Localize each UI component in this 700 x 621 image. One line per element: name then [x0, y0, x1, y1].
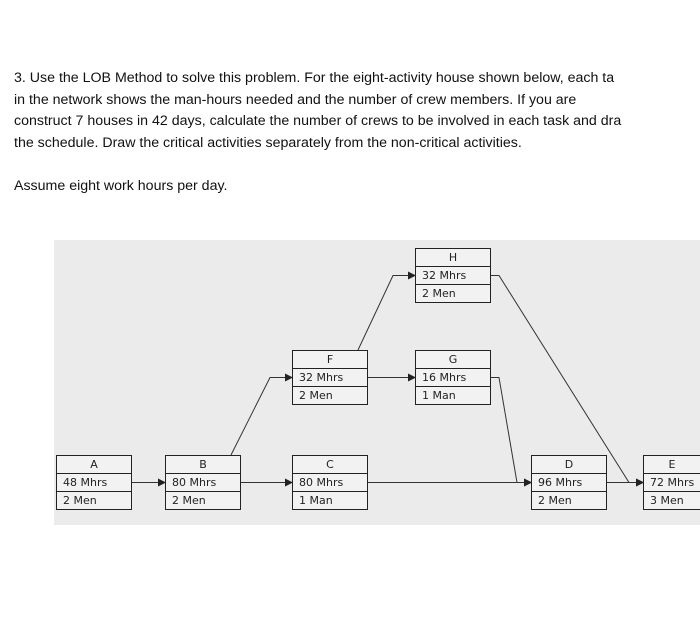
link-h-e	[491, 276, 643, 483]
activity-node-b	[165, 455, 241, 510]
activity-id: G	[448, 353, 458, 366]
activity-hours: 80 Mhrs	[166, 473, 240, 491]
activity-id: D	[564, 458, 574, 471]
link-b-f	[231, 378, 292, 456]
activity-node-d	[531, 455, 607, 510]
activity-id: B	[199, 458, 207, 471]
activity-id: F	[326, 353, 334, 366]
link-f-h	[358, 276, 415, 351]
problem-line-1: 3. Use the LOB Method to solve this problem. For the eight-activity house shown below, each ta	[14, 70, 615, 86]
activity-id: H	[448, 251, 458, 264]
activity-crew: 2 Men	[416, 284, 490, 302]
activity-id: A	[90, 458, 98, 471]
activity-hours: 48 Mhrs	[57, 473, 131, 491]
problem-line-3: construct 7 houses in 42 days, calculate the number of crews to be involved in each task and dra	[14, 113, 622, 129]
problem-line-2: in the network shows the man-hours needed and the number of crew members. If you are	[14, 91, 577, 108]
activity-hours: 32 Mhrs	[293, 368, 367, 386]
activity-node-h	[415, 248, 491, 303]
activity-crew: 1 Man	[416, 386, 490, 404]
activity-crew: 1 Man	[293, 491, 367, 509]
problem-line-4: the schedule. Draw the critical activities separately from the non-critical activities.	[14, 134, 522, 151]
activity-id: E	[668, 458, 676, 471]
activity-node-e	[643, 455, 700, 510]
link-g-d	[491, 378, 531, 483]
activity-hours: 96 Mhrs	[532, 473, 606, 491]
activity-hours: 32 Mhrs	[416, 266, 490, 284]
network-diagram	[54, 240, 700, 525]
activity-crew: 2 Men	[166, 491, 240, 509]
activity-node-c	[292, 455, 368, 510]
activity-node-f	[292, 350, 368, 405]
assumption-text: Assume eight work hours per day.	[14, 178, 228, 194]
activity-crew: 3 Men	[644, 491, 700, 509]
activity-crew: 2 Men	[532, 491, 606, 509]
activity-node-a	[56, 455, 132, 510]
activity-crew: 2 Men	[293, 386, 367, 404]
activity-hours: 16 Mhrs	[416, 368, 490, 386]
activity-hours: 80 Mhrs	[293, 473, 367, 491]
activity-crew: 2 Men	[57, 491, 131, 509]
problem-statement	[14, 68, 700, 154]
activity-hours: 72 Mhrs	[644, 473, 700, 491]
activity-id: C	[326, 458, 334, 471]
activity-node-g	[415, 350, 491, 405]
